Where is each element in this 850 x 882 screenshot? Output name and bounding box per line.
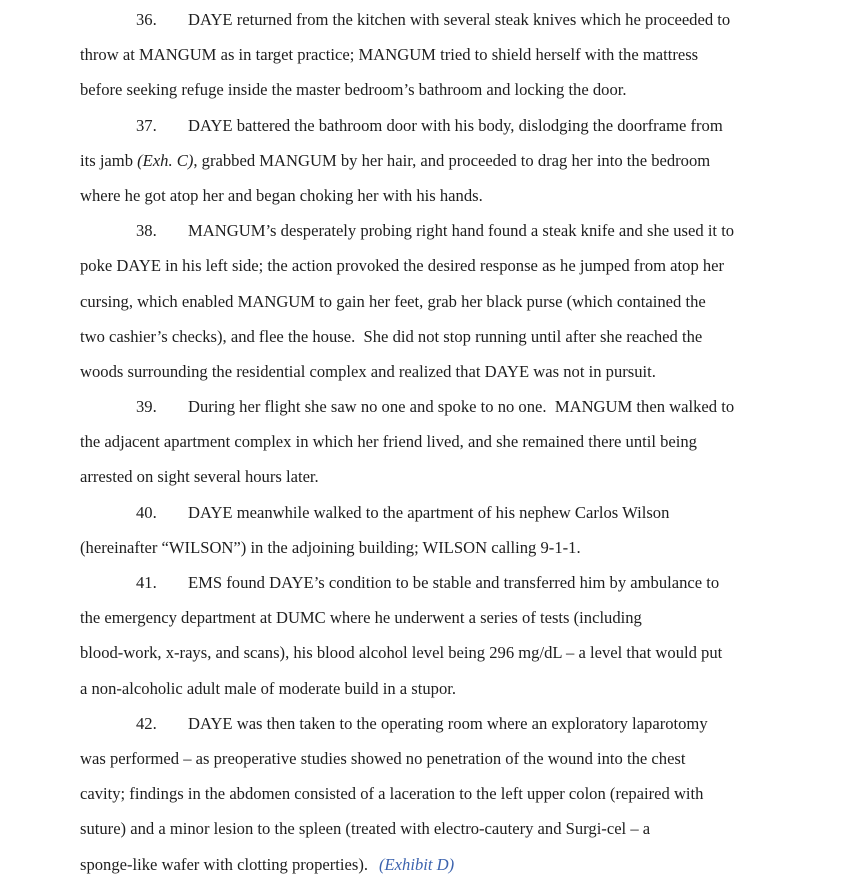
paragraph-37 bbox=[80, 108, 772, 214]
text-line bbox=[80, 424, 772, 459]
paragraph-first-line bbox=[80, 2, 772, 37]
line-text: a non-alcoholic adult male of moderate build in a stupor. bbox=[80, 678, 457, 698]
paragraph-first-line bbox=[80, 565, 772, 600]
text-line bbox=[80, 847, 772, 882]
paragraph-number: 41. bbox=[136, 573, 157, 592]
text-line bbox=[80, 284, 772, 319]
text-line bbox=[80, 354, 772, 389]
line-text: throw at MANGUM as in target practice; MANGUM tried to shield herself with the mattress bbox=[80, 45, 699, 65]
paragraph-number: 37. bbox=[136, 115, 157, 135]
text-line bbox=[80, 459, 772, 494]
line-text: DAYE meanwhile walked to the apartment of his nephew Carlos Wilson bbox=[188, 502, 670, 522]
exhibit-c-reference: (Exh. C) bbox=[137, 150, 194, 170]
text-line bbox=[80, 671, 772, 706]
line-text: EMS found DAYE’s condition to be stable and transferred him by ambulance to bbox=[188, 573, 720, 592]
line-text: blood-work, x-rays, and scans), his blood alcohol level being 296 mg/dL – a level that would put bbox=[80, 643, 723, 663]
line-text: before seeking refuge inside the master bedroom’s bathroom and locking the door. bbox=[80, 80, 627, 100]
text-line bbox=[80, 248, 772, 283]
line-text: During her flight she saw no one and spoke to no one. MANGUM then walked to bbox=[188, 397, 735, 417]
paragraph-first-line bbox=[80, 495, 772, 530]
text-line bbox=[80, 37, 772, 72]
line-text: DAYE returned from the kitchen with several steak knives which he proceeded to bbox=[188, 10, 731, 29]
line-text: DAYE was then taken to the operating room where an exploratory laparotomy bbox=[188, 713, 708, 733]
line-text: poke DAYE in his left side; the action provoked the desired response as he jumped from atop her bbox=[80, 256, 725, 276]
line-text: DAYE battered the bathroom door with his body, dislodging the doorframe from bbox=[188, 115, 723, 135]
paragraph-first-line bbox=[80, 389, 772, 424]
paragraph-42 bbox=[80, 706, 772, 882]
text-line bbox=[80, 741, 772, 776]
line-text: sponge-like wafer with clotting properties). bbox=[80, 854, 369, 874]
paragraph-number: 38. bbox=[136, 221, 157, 241]
exhibit-d-link[interactable]: (Exhibit D) bbox=[379, 854, 455, 874]
line-text: cursing, which enabled MANGUM to gain her feet, grab her black purse (which contained the bbox=[80, 291, 706, 311]
line-text: its jamb bbox=[80, 150, 138, 170]
text-line bbox=[80, 635, 772, 670]
text-line bbox=[80, 811, 772, 846]
line-text: two cashier’s checks), and flee the house. She did not stop running until after she reached the bbox=[80, 326, 703, 346]
line-text: suture) and a minor lesion to the spleen (treated with electro-cautery and Surgi-cel – a bbox=[80, 819, 651, 839]
line-text: woods surrounding the residential complex and realized that DAYE was not in pursuit. bbox=[80, 361, 656, 381]
paragraph-number: 39. bbox=[136, 397, 157, 417]
paragraph-39 bbox=[80, 389, 772, 495]
paragraph-38 bbox=[80, 213, 772, 389]
line-text: , grabbed MANGUM by her hair, and proceeded to drag her into the bedroom bbox=[193, 150, 711, 170]
paragraph-first-line bbox=[80, 108, 772, 143]
line-text: where he got atop her and began choking her with his hands. bbox=[80, 185, 483, 205]
text-line bbox=[80, 319, 772, 354]
paragraph-36 bbox=[80, 2, 772, 108]
text-line bbox=[80, 600, 772, 635]
paragraph-number: 42. bbox=[136, 713, 157, 733]
line-text: cavity; findings in the abdomen consisted of a laceration to the left upper colon (repaired with bbox=[80, 784, 704, 804]
paragraph-first-line bbox=[80, 706, 772, 741]
line-text: (hereinafter “WILSON”) in the adjoining building; WILSON calling 9-1-1. bbox=[80, 537, 581, 557]
line-text: arrested on sight several hours later. bbox=[80, 467, 319, 487]
paragraph-number: 36. bbox=[136, 10, 157, 29]
line-text: the adjacent apartment complex in which her friend lived, and she remained there until being bbox=[80, 432, 697, 452]
text-line bbox=[80, 178, 772, 213]
paragraph-40 bbox=[80, 495, 772, 565]
text-line bbox=[80, 72, 772, 107]
paragraph-number: 40. bbox=[136, 502, 157, 522]
paragraph-41 bbox=[80, 565, 772, 706]
line-text: MANGUM’s desperately probing right hand found a steak knife and she used it to bbox=[188, 221, 735, 241]
line-text: was performed – as preoperative studies showed no penetration of the wound into the chest bbox=[80, 748, 686, 768]
text-line bbox=[80, 143, 772, 178]
text-line bbox=[80, 530, 772, 565]
paragraph-first-line bbox=[80, 213, 772, 248]
text-line bbox=[80, 776, 772, 811]
line-text: the emergency department at DUMC where he underwent a series of tests (including bbox=[80, 608, 642, 628]
